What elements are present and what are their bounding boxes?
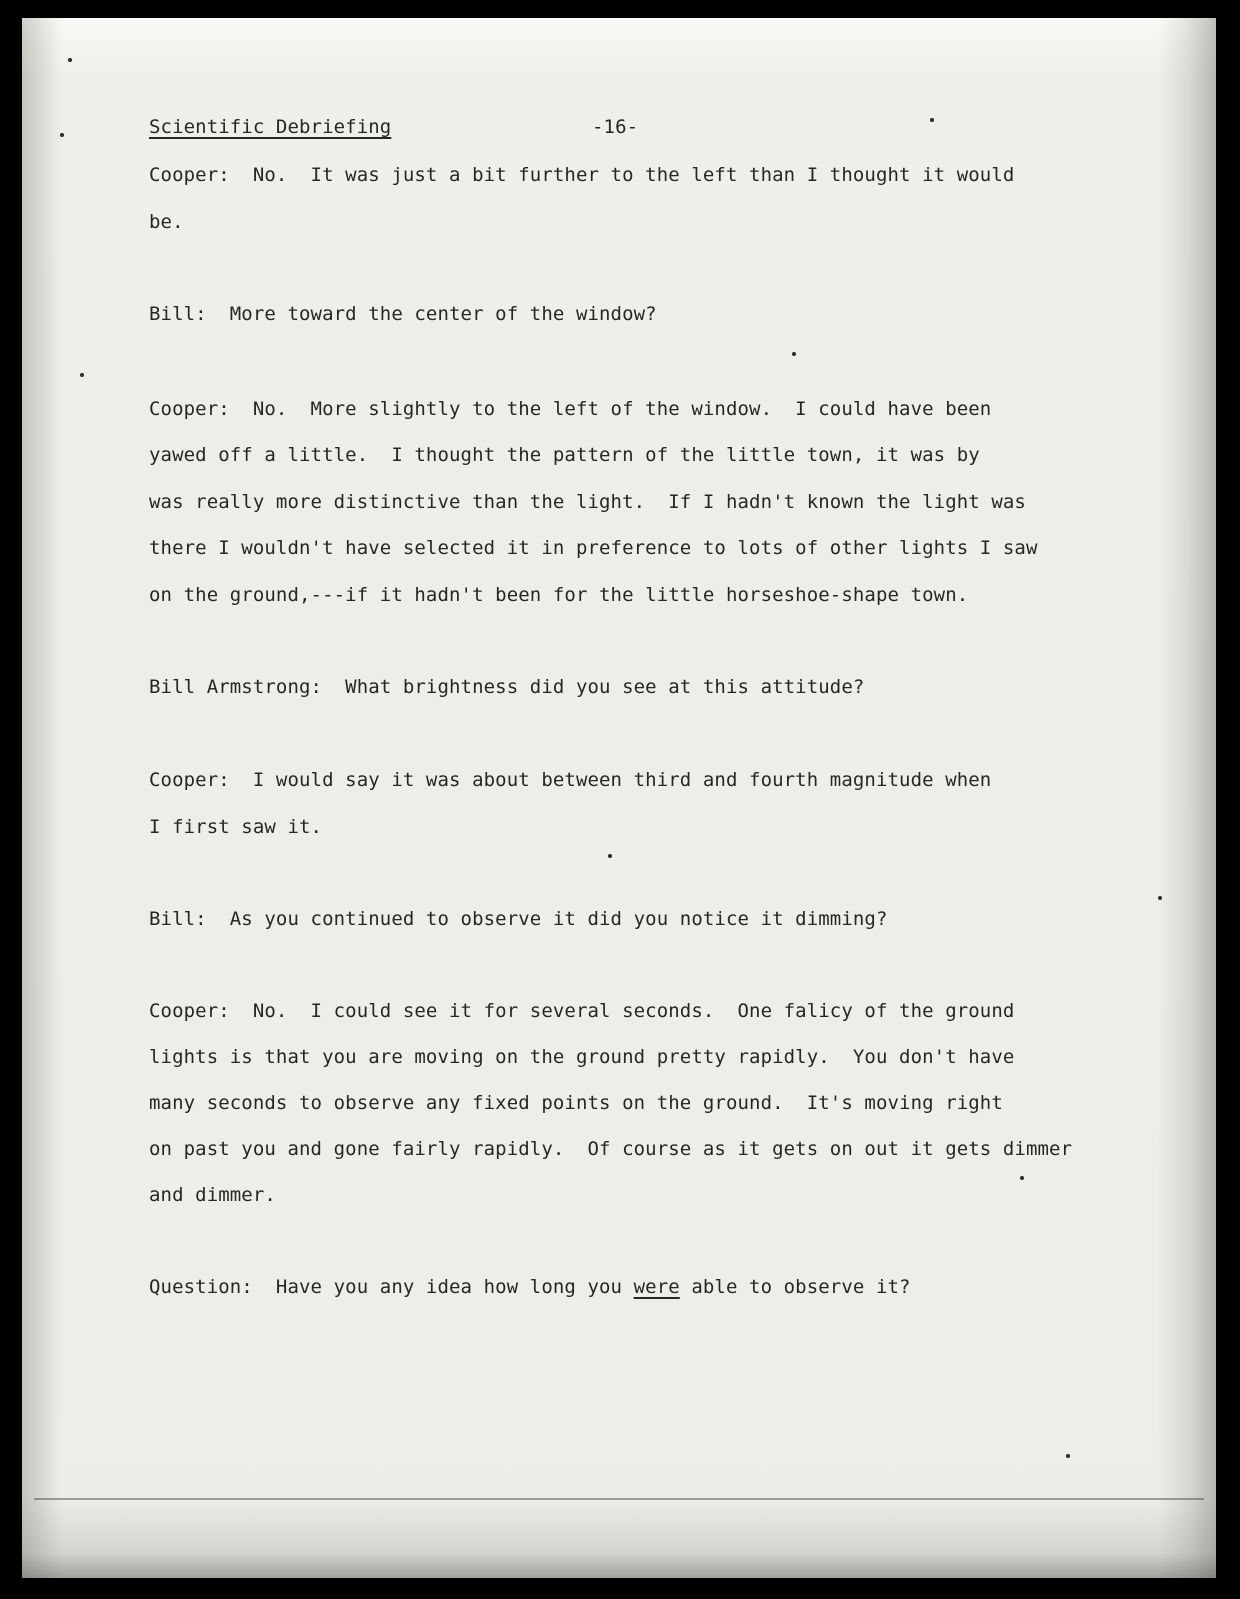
transcript-line: and dimmer. [149,1184,276,1206]
transcript-line: Bill: More toward the center of the window? [149,303,657,325]
transcript-line: many seconds to observe any fixed points on the ground. It's moving right [149,1092,1003,1114]
scan-shadow-right [1158,18,1216,1578]
page-number: -16- [592,116,639,138]
document-text [22,18,1073,1298]
scan-speck [1020,1176,1024,1180]
transcript-line: Cooper: No. More slightly to the left of the window. I could have been [149,398,992,420]
question-text-after: able to observe it? [679,1276,911,1298]
paper-tint [22,18,1216,1578]
transcript-line: was really more distinctive than the light. If I hadn't known the light was [149,491,1026,513]
document-title: Scientific Debriefing [149,116,392,138]
header-row [149,116,391,138]
transcript-line: I first saw it. [149,816,323,838]
question-text-before: Question: Have you any idea how long you [149,1276,634,1298]
scan-speck [792,352,796,356]
scan-shadow-bottom [22,1498,1216,1578]
transcript-line: there I wouldn't have selected it in preference to lots of other lights I saw [149,537,1038,559]
scan-speck [1158,896,1162,900]
transcript-line: Cooper: No. I could see it for several seconds. One falicy of the ground [149,1000,1015,1022]
scan-fold-line [34,1498,1204,1500]
transcript-line: be. [149,211,184,233]
transcript-line: yawed off a little. I thought the pattern of the little town, it was by [149,444,980,466]
transcript-line: Bill: As you continued to observe it did you notice it dimming? [149,908,888,930]
scan-speck [1066,1454,1070,1458]
transcript-line: on past you and gone fairly rapidly. Of course as it gets on out it gets dimmer [149,1138,1073,1160]
question-underlined-word: were [633,1276,680,1298]
scan-speck [930,118,934,122]
scan-speck [608,854,612,858]
transcript-line: Cooper: No. It was just a bit further to the left than I thought it would [149,164,1015,186]
transcript-line: on the ground,---if it hadn't been for the little horseshoe-shape town. [149,584,969,606]
transcript-line: lights is that you are moving on the ground pretty rapidly. You don't have [149,1046,1015,1068]
paper-sheet [22,18,1216,1578]
transcript-line: Bill Armstrong: What brightness did you see at this attitude? [149,676,865,698]
question-line [149,1276,911,1298]
transcript-line: Cooper: I would say it was about between third and fourth magnitude when [149,769,992,791]
